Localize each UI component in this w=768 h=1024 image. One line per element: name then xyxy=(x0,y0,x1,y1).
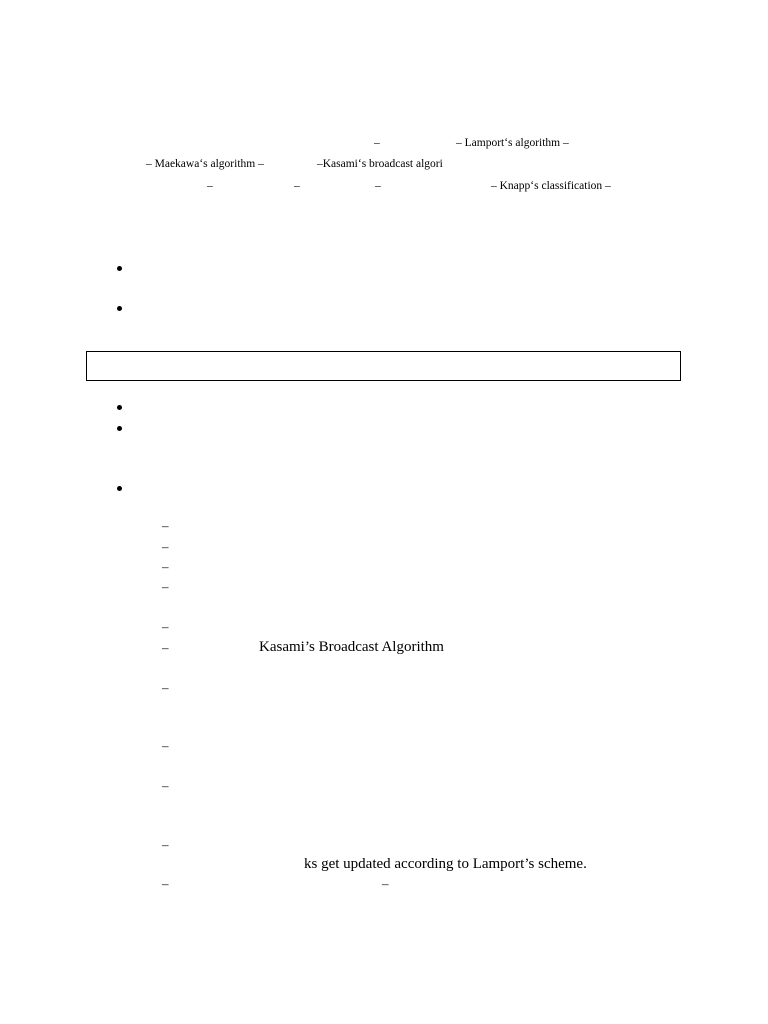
sub-item-dash: – xyxy=(162,579,169,594)
header-line3-dash-b: – xyxy=(294,180,300,192)
kasami-heading: Kasami’s Broadcast Algorithm xyxy=(259,639,444,655)
header-line1-dash: – xyxy=(374,137,380,149)
bullet-icon xyxy=(117,486,122,491)
header-line3-dash-a: – xyxy=(207,180,213,192)
header-line1-text: – Lamport‘s algorithm – xyxy=(456,137,569,149)
header-line3-text: – Knapp‘s classification – xyxy=(491,180,611,192)
sub-item-dash: – xyxy=(162,680,169,695)
sub-item-dash: – xyxy=(162,539,169,554)
header-line2-maekawa: – Maekawa‘s algorithm – xyxy=(146,158,264,170)
lamport-scheme-text: ks get updated according to Lamport’s scheme. xyxy=(304,856,587,872)
sub-item-dash-inline: – xyxy=(382,876,389,891)
sub-item-dash: – xyxy=(162,837,169,852)
sub-item-dash: – xyxy=(162,559,169,574)
sub-item-dash: – xyxy=(162,876,169,891)
sub-item-dash: – xyxy=(162,518,169,533)
bullet-icon xyxy=(117,266,122,271)
sub-item-dash: – xyxy=(162,778,169,793)
sub-item-dash: – xyxy=(162,619,169,634)
empty-box xyxy=(86,351,681,381)
header-line3-dash-c: – xyxy=(375,180,381,192)
bullet-icon xyxy=(117,306,122,311)
sub-item-dash: – xyxy=(162,640,169,655)
sub-item-dash: – xyxy=(162,738,169,753)
header-line2-kasami: –Kasami‘s broadcast algori xyxy=(317,158,443,170)
bullet-icon xyxy=(117,405,122,410)
bullet-icon xyxy=(117,426,122,431)
